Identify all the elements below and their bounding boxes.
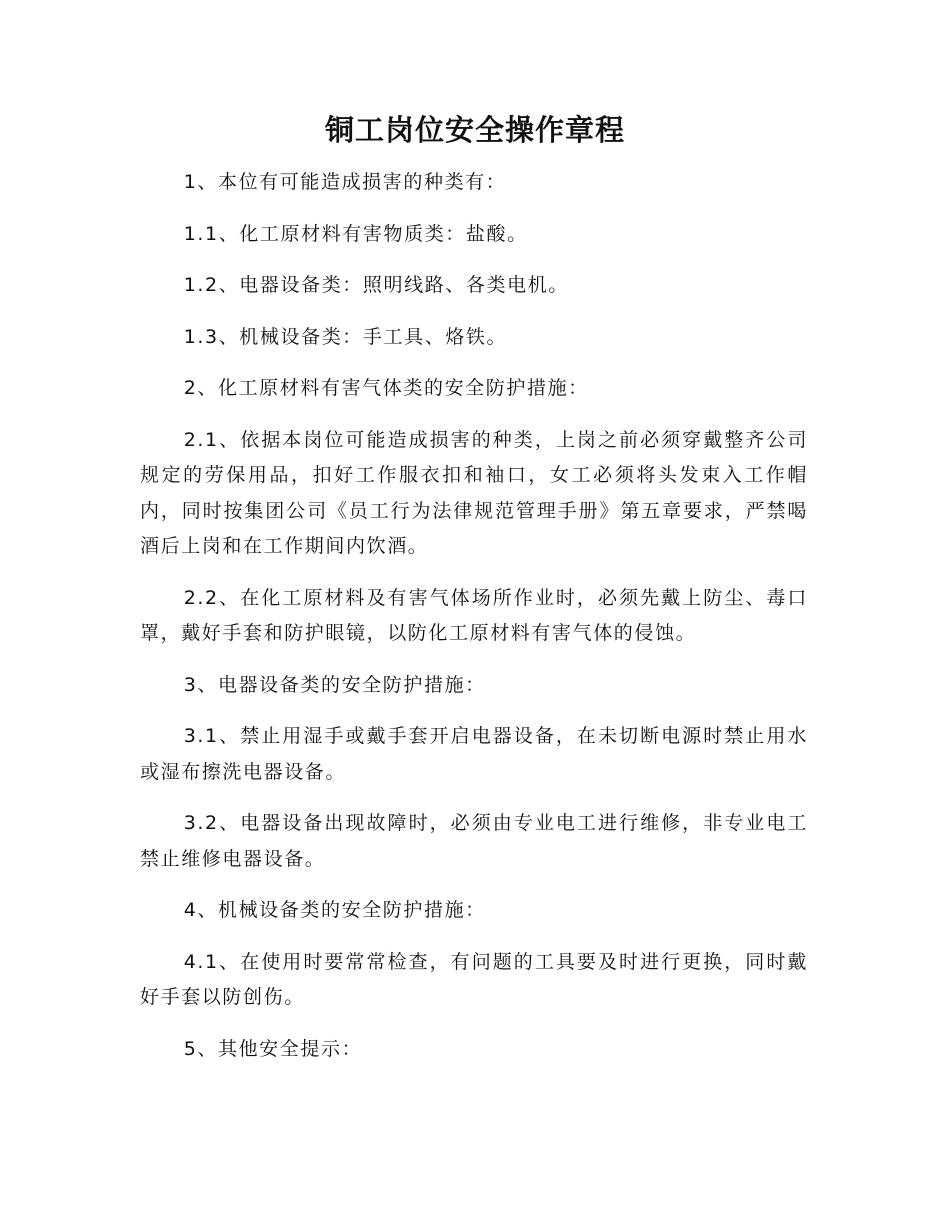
paragraph-2-1: 2.1、依据本岗位可能造成损害的种类，上岗之前必须穿戴整齐公司规定的劳保用品，扣好工作服衣扣和袖口，女工必须将头发束入工作帽内，同时按集团公司《员工行为法律规范管理手册》第五章要求，严禁喝酒后上岗和在工作期间内饮酒。 <box>140 428 808 557</box>
document-title: 铜工岗位安全操作章程 <box>324 113 625 147</box>
paragraph-5: 5、其他安全提示： <box>183 1037 363 1060</box>
paragraph-1: 1、本位有可能造成损害的种类有： <box>183 171 507 193</box>
paragraph-4-1: 4.1、在使用时要常常检查，有问题的工具要及时进行更换，同时戴好手套以防创伤。 <box>140 950 808 1008</box>
document-body <box>140 165 808 1083</box>
paragraph-1-1: 1.1、化工原材料有害物质类：盐酸。 <box>183 222 528 245</box>
paragraph-2: 2、化工原材料有害气体类的安全防护措施： <box>183 377 589 399</box>
paragraph-1-2: 1.2、电器设备类：照明线路、各类电机。 <box>183 274 569 296</box>
paragraph-3: 3、电器设备类的安全防护措施： <box>183 673 486 696</box>
paragraph-2-2: 2.2、在化工原材料及有害气体场所作业时，必须先戴上防尘、毒口罩，戴好手套和防护眼镜，以防化工原材料有害气体的侵蚀。 <box>140 586 808 644</box>
paragraph-3-1: 3.1、禁止用湿手或戴手套开启电器设备，在未切断电源时禁止用水或湿布擦洗电器设备。 <box>140 725 808 783</box>
paragraph-1-3: 1.3、机械设备类：手工具、烙铁。 <box>183 325 508 348</box>
paragraph-3-2: 3.2、电器设备出现故障时，必须由专业电工进行维修，非专业电工禁止维修电器设备。 <box>140 812 808 870</box>
paragraph-4: 4、机械设备类的安全防护措施： <box>183 899 486 921</box>
